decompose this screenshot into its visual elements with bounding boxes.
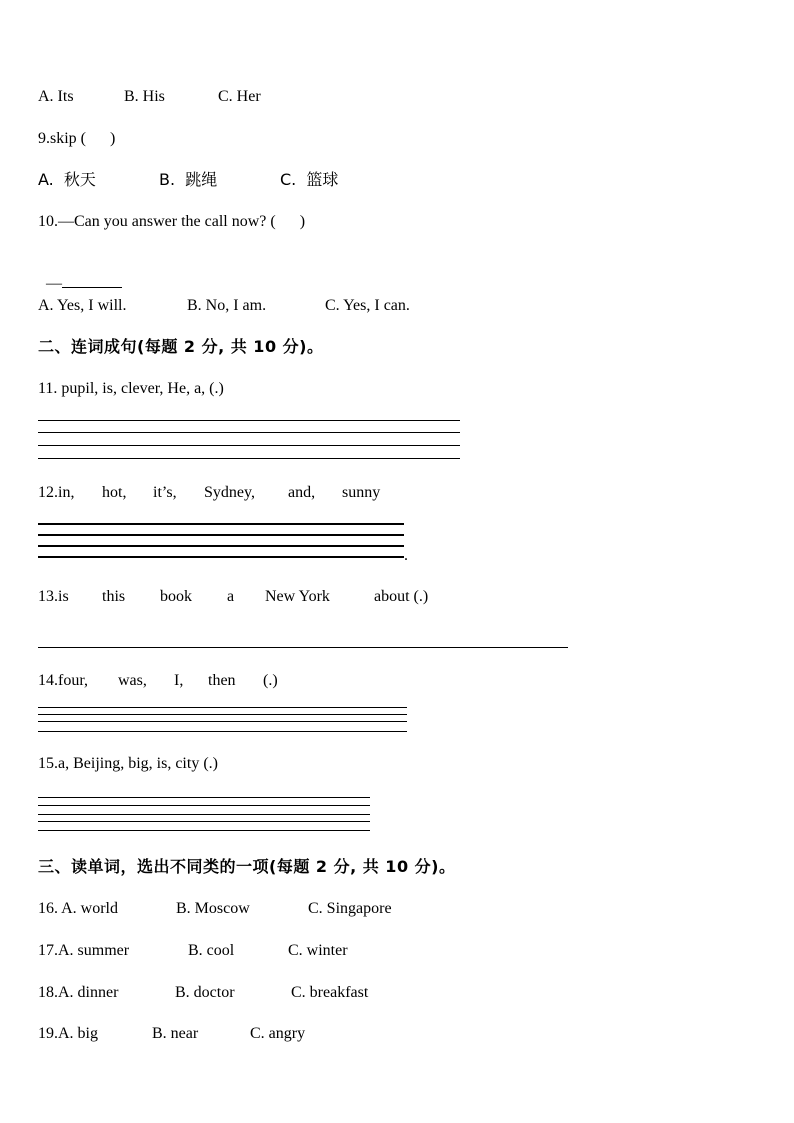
q10-stem: 10.—Can you answer the call now? ( ) <box>38 213 306 230</box>
q13-word: this <box>102 588 126 605</box>
q18-option-b: B. doctor <box>175 984 235 1001</box>
q16-option-c: C. Singapore <box>308 900 392 917</box>
q11-answer-line[interactable] <box>38 420 460 421</box>
q14-answer-line[interactable] <box>38 714 407 715</box>
q10-option-c: C. Yes, I can. <box>325 297 410 314</box>
q11-stem: 11. pupil, is, clever, He, a, (.) <box>38 380 224 397</box>
q10-blank <box>62 273 122 288</box>
q10-option-b: B. No, I am. <box>187 297 267 314</box>
q12-word: Sydney, <box>204 484 255 501</box>
q14-answer-line[interactable] <box>38 721 407 722</box>
q9-option-a: A. 秋天 <box>38 170 96 189</box>
q12-answer-line[interactable] <box>38 534 404 536</box>
q19-option-c: C. angry <box>250 1025 306 1042</box>
q14-word: then <box>208 672 236 689</box>
q17-option-c: C. winter <box>288 942 348 959</box>
q13-word: New York <box>265 588 330 605</box>
section3-heading: 三、读单词，选出不同类的一项(每题 2 分, 共 10 分)。 <box>38 857 456 876</box>
q16-option-a: 16. A. world <box>38 900 118 917</box>
q14-word: 14.four, <box>38 672 89 689</box>
q13-answer-line[interactable] <box>38 647 568 648</box>
section2-heading: 二、连词成句(每题 2 分, 共 10 分)。 <box>38 337 324 356</box>
q13-word: book <box>160 588 192 605</box>
q15-answer-line[interactable] <box>38 821 370 822</box>
q12-word: it’s, <box>153 484 177 501</box>
q12-answer-line[interactable] <box>38 556 404 558</box>
q18-option-c: C. breakfast <box>291 984 369 1001</box>
q12-word: sunny <box>342 484 381 501</box>
q13-word: a <box>227 588 235 605</box>
q12-answer-line[interactable] <box>38 545 404 547</box>
q11-answer-line[interactable] <box>38 458 460 459</box>
q13-word: 13.is <box>38 588 69 605</box>
q14-word: I, <box>174 672 184 689</box>
q14-word: (.) <box>263 672 278 689</box>
q19-option-a: 19.A. big <box>38 1025 98 1042</box>
q10-answer-line <box>38 253 122 294</box>
q17-option-b: B. cool <box>188 942 235 959</box>
q14-answer-line[interactable] <box>38 731 407 732</box>
q15-answer-line[interactable] <box>38 797 370 798</box>
q15-answer-line[interactable] <box>38 805 370 806</box>
q15-stem: 15.a, Beijing, big, is, city (.) <box>38 755 218 772</box>
q9-option-b: B. 跳绳 <box>159 170 218 189</box>
q12-period: . <box>404 547 408 564</box>
q17-option-a: 17.A. summer <box>38 942 130 959</box>
q12-word: 12.in, <box>38 484 75 501</box>
q18-option-a: 18.A. dinner <box>38 984 119 1001</box>
q14-answer-line[interactable] <box>38 707 407 708</box>
q12-answer-line[interactable] <box>38 523 404 525</box>
q10-dash: — <box>46 275 62 292</box>
q9-stem: 9.skip ( ) <box>38 130 116 147</box>
q13-word: about (.) <box>374 588 429 605</box>
q19-option-b: B. near <box>152 1025 199 1042</box>
q15-answer-line[interactable] <box>38 814 370 815</box>
q8-option-c: C. Her <box>218 88 261 105</box>
q9-option-c: C. 篮球 <box>280 170 339 189</box>
q11-answer-line[interactable] <box>38 432 460 433</box>
q12-word: hot, <box>102 484 127 501</box>
q16-option-b: B. Moscow <box>176 900 250 917</box>
q12-word: and, <box>288 484 316 501</box>
q15-answer-line[interactable] <box>38 830 370 831</box>
q8-option-a: A. Its <box>38 88 74 105</box>
q11-answer-line[interactable] <box>38 445 460 446</box>
q14-word: was, <box>118 672 147 689</box>
q8-option-b: B. His <box>124 88 165 105</box>
q10-option-a: A. Yes, I will. <box>38 297 127 314</box>
